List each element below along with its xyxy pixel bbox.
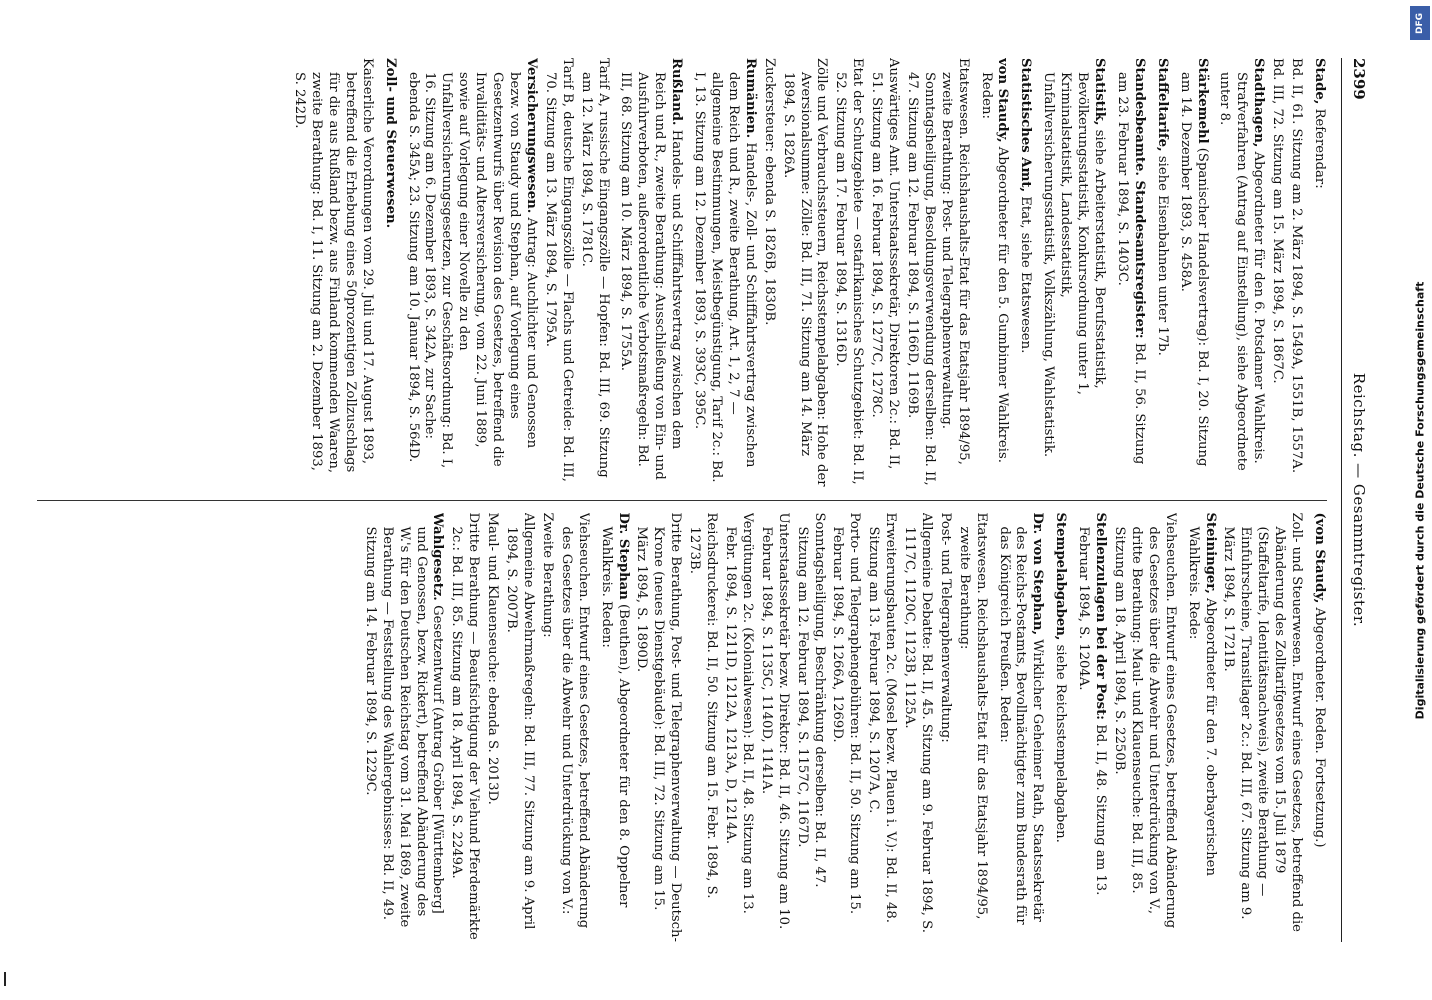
index-entry (1039, 58, 1107, 488)
entry-heading: Statistisches Amt, (1018, 58, 1034, 193)
index-entry (1310, 513, 1327, 943)
entry-heading: Standesbeamte. Standesamtsregister: (1131, 58, 1147, 339)
entry-heading: Rußland. (669, 58, 685, 126)
entry-text: siehe Eisenbahnen unter 17b. (1154, 151, 1170, 356)
right-column (37, 513, 1327, 943)
entry-reference: Post- und Telegraphenverwaltung: (937, 512, 953, 743)
entry-text: Handels-, Zoll- und Schifffahrtsvertrag zwischen dem Reich und R., zweite Berathung, Art. 1, 2, 7 — allgemeine Bestimmungen, Meistbegünstigung, Tarif 2c.: Bd. I, 13. Sitzung am 12. Dezember 1893, S. 393C, 395C. (692, 72, 758, 483)
page-number: 2399 (1350, 58, 1368, 100)
entry-reference: Bd. III, 72. Sitzung am 15. März 1894, S. 1867C. (1270, 58, 1286, 384)
running-head: Reichstag. — Gesammtregister. (1350, 372, 1368, 628)
column-divider (37, 500, 1327, 501)
index-entry (1051, 513, 1068, 943)
entry-text: Referendar: (1312, 104, 1327, 189)
index-entry (404, 58, 539, 488)
entry-heading: Dr. Stephan (615, 512, 631, 600)
funding-note: Digitalisierung gefördert durch die Deutsche Forschungsgemeinschaft (1413, 281, 1427, 719)
entry-reference: Bd. II, 61. Sitzung am 2. März 1894, S. 1549A, 1551B, 1557A. (1289, 58, 1305, 474)
document-page (26, 20, 1406, 980)
text-columns (37, 58, 1327, 942)
entry-reference: Dritte Berathung — Beaufsichtigung der Viehund Pferdemärkte 2c.: Bd. III, 85. Sitzung am 18. April 1894, S. 2249A. (449, 512, 482, 940)
entry-heading: Dr. von Stephan, (1030, 512, 1046, 636)
entry-reference: Zoll- und Steuerwesen. Entwurf eines Gesetzes, betreffend die Abänderung des Zolltarifgesetzes vom 15. Juli 1879 (Staffeltarife, Identitätsnachweis), zweite Berathung — Einfuhrscheine, Transitlager 2c.: Bd. III, 67. Sitzung am 9. März 1894, S. 1721B. (1221, 512, 1305, 932)
entry-heading: Stadthagen, (1251, 58, 1267, 148)
entry-reference: Auswärtiges Amt. Unterstaatssekretär, Direktoren 2c.: Bd. II, 51. Sitzung am 16. Februar 1894, S. 1277C, 1278C. (869, 58, 902, 470)
entry-heading: Stade, (1312, 58, 1327, 105)
index-entry (1074, 513, 1108, 943)
entry-reference: Etatswesen. Reichshaushalts-Etat für das Etatsjahr 1894/95, zweite Berathung: (956, 512, 989, 920)
index-entry (617, 58, 685, 488)
entry-reference: Maul- und Klauenseuche: ebenda S. 2013D. (485, 512, 501, 805)
entry-heading: Rumänien. (742, 58, 758, 139)
entry-text: (Spanischer Handelsvertrag): Bd. I, 20. Sitzung am 14. Dezember 1893, S. 458A. (1177, 72, 1210, 467)
index-entry (995, 513, 1046, 943)
entry-heading: Versicherungswesen. (523, 58, 539, 214)
entry-reference: Dritte Berathung, Post- und Telegraphenverwaltung — Deutsch-Krone (neues Dienstgebäude): Bd. III, 72. Sitzung am 15. März 1894, S. 1890D. (634, 512, 684, 942)
entry-heading: (von Staudy, (1312, 512, 1327, 604)
entry-heading: Zoll- und Steuerwesen. (382, 58, 398, 229)
entry-heading: von Staudy, (995, 58, 1011, 143)
entry-reference: Allgemeine Abwehrmaßregeln: Bd. III, 77. Sitzung am 9. April 1894, S. 2007B. (504, 512, 537, 930)
entry-text: Wirklicher Geheimer Rath, Staatssekretär des Reichs-Postamts, Bevollmächtigter zum Bundesrath für das Königreich Preußen. Reden: (996, 526, 1046, 925)
entry-text: Etat, siehe Etatswesen. (1018, 192, 1034, 354)
entry-reference: Etat der Schutzgebiete — ostafrikanisches Schutzgebiet: Bd. II, 52. Sitzung am 17. Februar 1894, S. 1316D. (833, 58, 866, 485)
entry-heading: Steininger, (1202, 512, 1218, 594)
entry-reference: Viehseuchen. Entwurf eines Gesetzes, betreffend Abänderung des Gesetzes über die Abwehr und Unterdrückung von V., dritte Berathung: Maul- und Klauenseuche: Bd. III, 85. Sitzung am 18. April 1894, S. 2250B. (1112, 512, 1178, 929)
entry-text: Bd. II, 56. Sitzung am 23. Februar 1894, S. 1403C. (1114, 72, 1147, 465)
index-entry (1153, 58, 1170, 488)
index-entry (381, 58, 398, 488)
index-entry (1176, 58, 1210, 488)
entry-heading: Statistik, (1092, 58, 1108, 126)
entry-reference: Vergütungen 2c. (Kolonialwesen): Bd. II, 48. Sitzung am 13. Febr. 1894, S. 1211D, 1212A, 1213A, D, 1214A. (723, 512, 755, 914)
entry-reference: Zuckersteuer: ebenda S. 1826B, 1830B. (761, 58, 777, 326)
scan-mark (4, 972, 6, 986)
entry-reference: Tarif B, deutsche Eingangszölle — Flachs und Getreide: Bd. III, 70. Sitzung am 13. März 1894, S. 1795A. (542, 58, 575, 482)
index-entry (690, 58, 758, 488)
index-entry (1310, 58, 1327, 488)
left-column (37, 58, 1327, 488)
entry-reference: Allgemeine Debatte: Bd. II, 45. Sitzung am 9. Februar 1894, S. 1117C, 1120C, 1123B, 1125A. (902, 512, 934, 933)
entry-heading: Stellenzulagen bei der Post: (1093, 512, 1109, 721)
index-entry (1216, 58, 1267, 488)
dfg-logo: DFG (1410, 6, 1430, 40)
entry-reference: Reichsdruckerei: Bd. II, 50. Sitzung am 15. Febr. 1894, S. 1273B. (687, 512, 720, 899)
entry-text: Antrag: Auchlichter und Genossen bezw. von Staudy und Stephan, auf Vorlegung eines Gesetzentwurfs über Revision des Gesetzes, betreffend die Invaliditäts- und Altersversicherung, vom 22. Juni 1889, sowie auf Vorlegung einer Novelle zu den Unfallversicherungsgesetzen, zur Geschäftsordnung: Bd. I, 16. Sitzung am 6. Dezember 1893, S. 342A, zur Sache: ebenda S. 345A; 23. Sitzung am 10. Januar 1894, S. 564D. (405, 72, 539, 469)
entry-heading: Staffeltarife, (1154, 58, 1170, 152)
entry-reference: Viehseuchen. Entwurf eines Gesetzes, betreffend Abänderung des Gesetzes über die Abwehr und Unterdrückung von V.: (558, 512, 591, 929)
entry-reference: Porto- und Telegraphengebühren: Bd. II, 50. Sitzung am 15. Februar 1894, S. 1266A, 1269D. (830, 512, 863, 915)
entry-text: siehe Arbeiterstatistik, Berufsstatistik, Bevölkerungsstatistik, Konkursordnung unter 1, Kriminalstatistik, Landesstatistik, Unfallversicherungsstatistik, Volkszählung, Wahlstatistik. (1041, 72, 1108, 458)
entry-text: Gesetzentwurf (Antrag Gröber [Württemberg] und Genossen, bezw. Rickert), betreffend Abänderung des W.'s für den Deutschen Reichstag vom 31. Mai 1869, zweite Berathung — Feststellung des Wahlergebnisses: Bd. II, 49. Sitzung am 14. Februar 1894, S. 1229C. (362, 526, 446, 928)
index-entry (361, 513, 446, 943)
entry-text: Abgeordneter. Reden. Fortsetzung.) (1312, 603, 1327, 848)
entry-text: Abgeordneter für den 5. Gumbinner Wahlkreis. Reden: (978, 72, 1011, 463)
digitization-sidebar (1408, 0, 1432, 1000)
entry-heading: Stempelabgaben, (1053, 512, 1069, 641)
entry-text: siehe Reichsstempelabgaben. (1053, 640, 1069, 843)
page-header (1341, 58, 1372, 942)
entry-reference: Etatswesen. Reichshaushalts-Etat für das Etatsjahr 1894/95, zweite Berathung: Post- und Telegraphenverwaltung. Sonntagsheiligung, Besoldungsverwendung derselben: Bd. II, 47. Sitzung am 12. Februar 1894, S. 1166D, 1169B. (904, 58, 971, 486)
index-entry (1184, 513, 1218, 943)
entry-heading: Stärkemehl (1194, 58, 1210, 144)
entry-reference: Kaiserliche Verordnungen vom 29. Juli und 17. August 1893, betreffend die Erhebung eines 50prozentigen Zollzuschlags für die aus Rußland bezw. aus Finland kommenden Waaren, zweite Berathung: Bd. I, 11. Sitzung am 2. Dezember 1893, S. 242D. (292, 58, 375, 474)
index-entry (597, 513, 631, 943)
entry-reference: Sonntagsheiligung, Beschränkung derselben: Bd. II, 47. Sitzung am 12. Februar 1894, S. 1157C, 1167D. (794, 512, 827, 888)
entry-text: Abgeordneter für den 6. Potsdamer Wahlkreis. Strafverfahren (Antrag auf Einstellung), siehe Abgeordnete unter 8. (1217, 72, 1267, 471)
entry-reference: Zweite Berathung: (539, 512, 555, 638)
entry-reference: Erweiterungsbauten 2c. (Mosel bezw. Plauen i. V.): Bd. II, 48. Sitzung am 13. Februar 1894, S. 1207A, C. (866, 512, 899, 923)
entry-text: Handels- und Schifffahrtsvertrag zwischen dem Reich und R., zweite Berathung: Ausschließung von Ein- und Ausfuhrverboten, außerordentliche Verbotsmaßregeln: Bd. III, 68. Sitzung am 10. März 1894, S. 1755A. (618, 72, 685, 480)
entry-text: Abgeordneter für den 7. oberbayerischen Wahlkreis. Rede: (1185, 526, 1218, 876)
entry-reference: Unterstaatssekretär bezw. Direktor: Bd. II, 46. Sitzung am 10. Februar 1894, S. 1135C, 1140D, 1141A. (758, 512, 791, 930)
index-entry (1017, 58, 1034, 488)
entry-text: (Beuthen), Abgeordneter für den 8. Oppelner Wahlkreis. Reden: (598, 526, 631, 908)
entry-reference: Tarif A, russische Eingangszölle — Hopfen: Bd. III, 69. Sitzung am 12. März 1894, S. 1781C. (578, 58, 611, 478)
entry-text: Bd. II, 48. Sitzung am 13. Februar 1894, S. 1204A. (1076, 526, 1109, 896)
entry-reference: Zölle und Verbrauchssteuern, Reichsstempelabgaben: Hohe der Aversionalsumme: Zölle: Bd. III, 71. Sitzung am 14. März 1894, S. 1826A. (780, 58, 830, 487)
index-entry (977, 58, 1011, 488)
entry-heading: Wahlgesetz. (430, 512, 446, 601)
index-entry (1113, 58, 1147, 488)
